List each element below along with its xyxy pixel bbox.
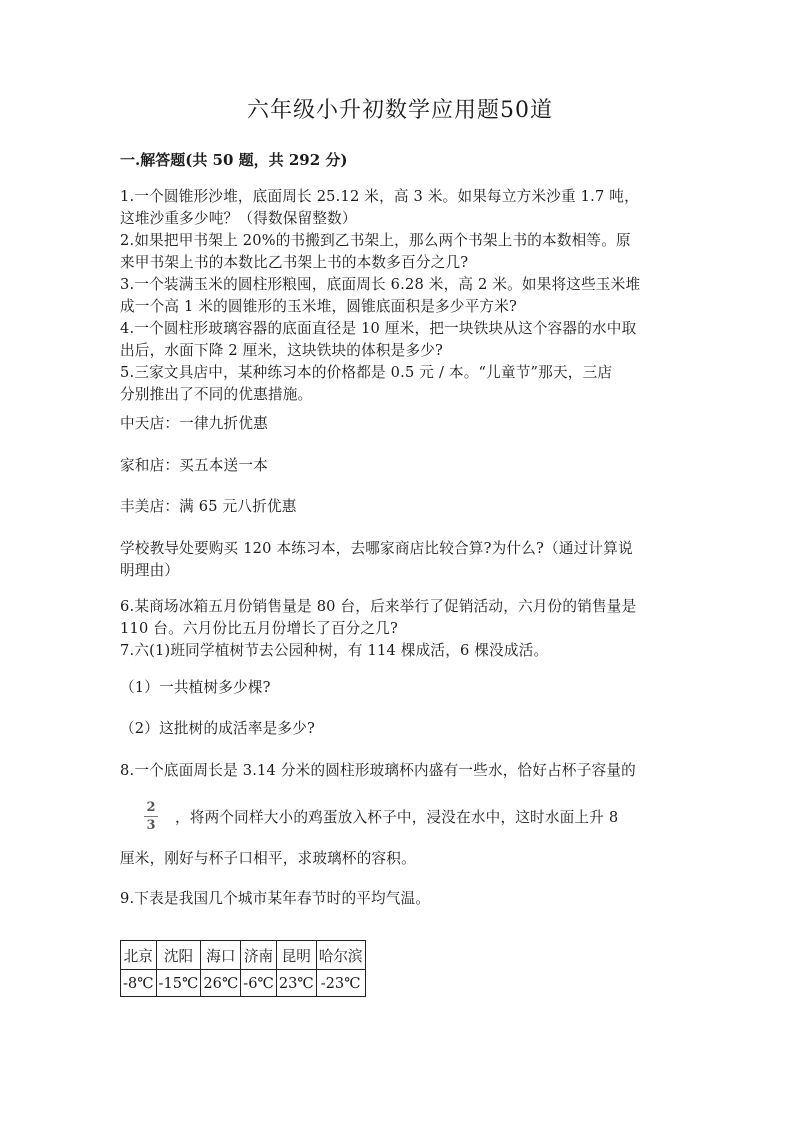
table-cell-city: 沈阳 (156, 941, 201, 970)
table-cell-temperature: -8℃ (121, 970, 157, 997)
question-5-ask-line-2: 明理由） (120, 562, 180, 579)
question-2-line-2: 来甲书架上书的本数比乙书架上书的本数多百分之几? (120, 254, 469, 271)
question-5-ask-line-1: 学校教导处要购买 120 本练习本，去哪家商店比较合算?为什么?（通过计算说 (120, 540, 633, 557)
question-8-line-3: 厘米，刚好与杯子口相平，求玻璃杯的容积。 (120, 850, 416, 867)
question-7-sub-2: （2）这批树的成活率是多少? (120, 720, 316, 737)
fraction-two-thirds (144, 800, 158, 833)
question-5-line-1: 5.三家文具店中，某种练习本的价格都是 0.5 元 / 本。“儿童节”那天，三店 (120, 364, 613, 381)
page-title: 六年级小升初数学应用题50道 (247, 98, 553, 123)
table-cell-city: 海口 (201, 941, 241, 970)
question-7-sub-1: （1）一共植树多少棵? (120, 679, 271, 696)
question-4-line-1: 4.一个圆柱形玻璃容器的底面直径是 10 厘米，把一块铁块从这个容器的水中取 (120, 320, 637, 337)
question-2-line-1: 2.如果把甲书架上 20%的书搬到乙书架上，那么两个书架上书的本数相等。原 (120, 232, 631, 249)
fraction-bar (144, 816, 158, 817)
table-cell-temperature: -15℃ (156, 970, 201, 997)
table-cell-temperature: 26℃ (201, 970, 241, 997)
store-offer-1: 中天店：一律九折优惠 (120, 415, 268, 432)
table-cell-city: 北京 (121, 941, 157, 970)
store-offer-2: 家和店：买五本送一本 (120, 457, 268, 474)
question-1-line-2: 这堆沙重多少吨？（得数保留整数） (120, 210, 357, 227)
table-cell-temperature: -6℃ (241, 970, 277, 997)
question-8-line-1: 8.一个底面周长是 3.14 分米的圆柱形玻璃杯内盛有一些水，恰好占杯子容量的 (120, 762, 636, 779)
question-7-line-1: 7.六(1)班同学植树节去公园种树，有 114 棵成活，6 棵没成活。 (120, 642, 549, 659)
question-3-line-1: 3.一个装满玉米的圆柱形粮囤，底面周长 6.28 米，高 2 米。如果将这些玉米堆 (120, 276, 641, 293)
question-6-line-1: 6.某商场冰箱五月份销售量是 80 台，后来举行了促销活动，六月份的销售量是 (120, 598, 637, 615)
table-cell-temperature: -23℃ (316, 970, 365, 997)
table-cell-city: 济南 (241, 941, 277, 970)
table-cell-temperature: 23℃ (276, 970, 316, 997)
store-offer-3: 丰美店：满 65 元八折优惠 (120, 498, 297, 515)
question-6-7 (120, 596, 685, 662)
question-6-line-2: 110 台。六月份比五月份增长了百分之几? (120, 620, 399, 637)
table-cell-city: 哈尔滨 (316, 941, 365, 970)
question-5-line-2: 分别推出了不同的优惠措施。 (120, 386, 313, 403)
temperature-table (120, 940, 366, 997)
fraction-denominator: 3 (146, 818, 156, 833)
question-3-line-2: 成一个高 1 米的圆锥形的玉米堆，圆锥底面积是多少平方米? (120, 298, 518, 315)
table-row-temperatures (121, 970, 366, 997)
question-5-ask (120, 538, 685, 582)
question-1-line-1: 1.一个圆锥形沙堆，底面周长 25.12 米，高 3 米。如果每立方米沙重 1.7 吨， (120, 188, 639, 205)
section-heading: 一.解答题(共 50 题，共 292 分) (120, 151, 348, 169)
question-4-line-2: 出后，水面下降 2 厘米，这块铁块的体积是多少? (120, 342, 444, 359)
question-9-line-1: 9.下表是我国几个城市某年春节时的平均气温。 (120, 890, 431, 907)
table-row-cities (121, 941, 366, 970)
fraction-numerator: 2 (146, 800, 156, 815)
question-8-line-2: ，将两个同样大小的鸡蛋放入杯子中，浸没在水中，这时水面上升 8 (175, 809, 619, 826)
table-cell-city: 昆明 (276, 941, 316, 970)
question-1 (120, 186, 685, 406)
